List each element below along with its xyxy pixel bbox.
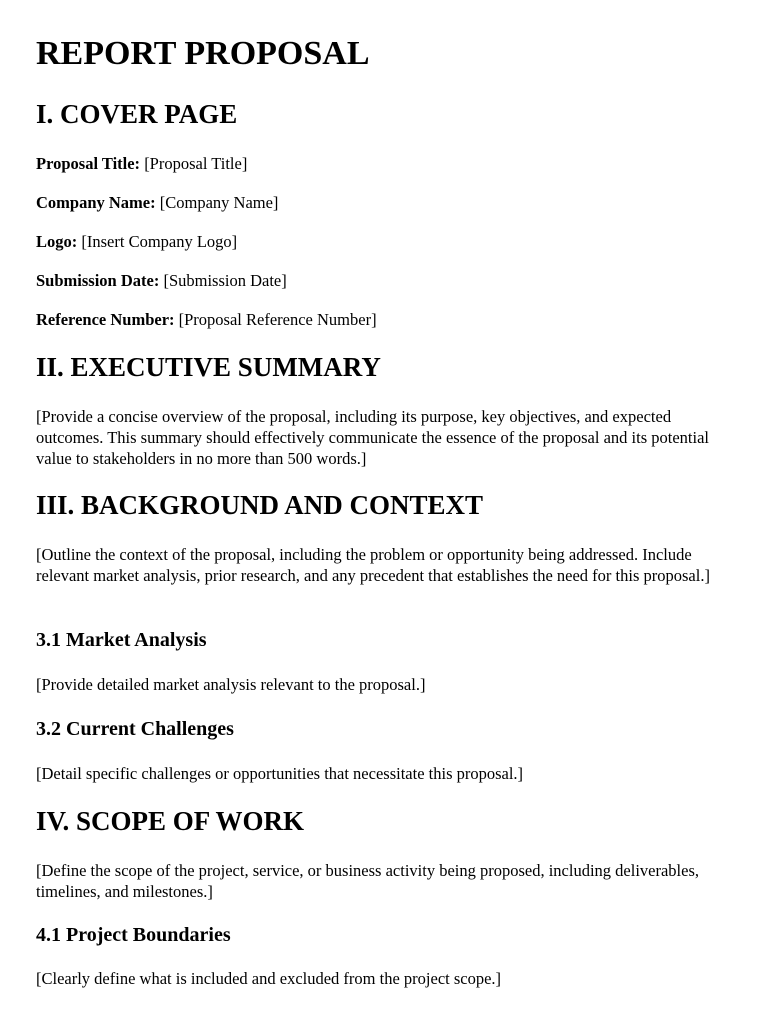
section-heading-background: III. BACKGROUND AND CONTEXT (36, 490, 484, 520)
field-proposal-title (36, 154, 247, 174)
field-label: Company Name: (36, 193, 156, 212)
section-heading-executive-summary: II. EXECUTIVE SUMMARY (36, 352, 381, 382)
field-label: Proposal Title: (36, 154, 141, 173)
market-analysis-text: [Provide detailed market analysis relevant to the proposal.] (36, 675, 426, 694)
subsection-heading-market-analysis: 3.1 Market Analysis (36, 629, 207, 651)
field-value: [Company Name] (159, 193, 279, 212)
field-label: Submission Date: (36, 271, 160, 290)
background-text: [Outline the context of the proposal, including the problem or opportunity being addressed. Include relevant market analysis, prior research, and any precedent that establishes the need for this proposal.] (36, 545, 710, 585)
executive-summary-text: [Provide a concise overview of the proposal, including its purpose, key objectives, and expected outcomes. This summary should effectively communicate the essence of the proposal and its potential value to stakeholders in no more than 500 words.] (36, 407, 709, 468)
field-label: Logo: (36, 232, 78, 251)
field-label: Reference Number: (36, 310, 175, 329)
field-company-name (36, 193, 278, 213)
scope-of-work-text: [Define the scope of the project, service, or business activity being proposed, including deliverables, timelines, and milestones.] (36, 861, 700, 901)
subsection-heading-project-boundaries: 4.1 Project Boundaries (36, 924, 231, 946)
section-heading-scope-of-work: IV. SCOPE OF WORK (36, 806, 305, 836)
section-heading-cover-page: I. COVER PAGE (36, 99, 238, 129)
current-challenges-text: [Detail specific challenges or opportunities that necessitate this proposal.] (36, 764, 524, 783)
field-submission-date (36, 271, 287, 291)
project-boundaries-text: [Clearly define what is included and excluded from the project scope.] (36, 969, 502, 988)
field-value: [Submission Date] (163, 271, 287, 290)
field-reference-number (36, 310, 377, 330)
field-value: [Proposal Title] (144, 154, 248, 173)
field-value: [Insert Company Logo] (81, 232, 238, 251)
subsection-heading-current-challenges: 3.2 Current Challenges (36, 718, 234, 740)
document-title: REPORT PROPOSAL (36, 35, 370, 72)
field-value: [Proposal Reference Number] (178, 310, 377, 329)
field-logo (36, 232, 237, 252)
